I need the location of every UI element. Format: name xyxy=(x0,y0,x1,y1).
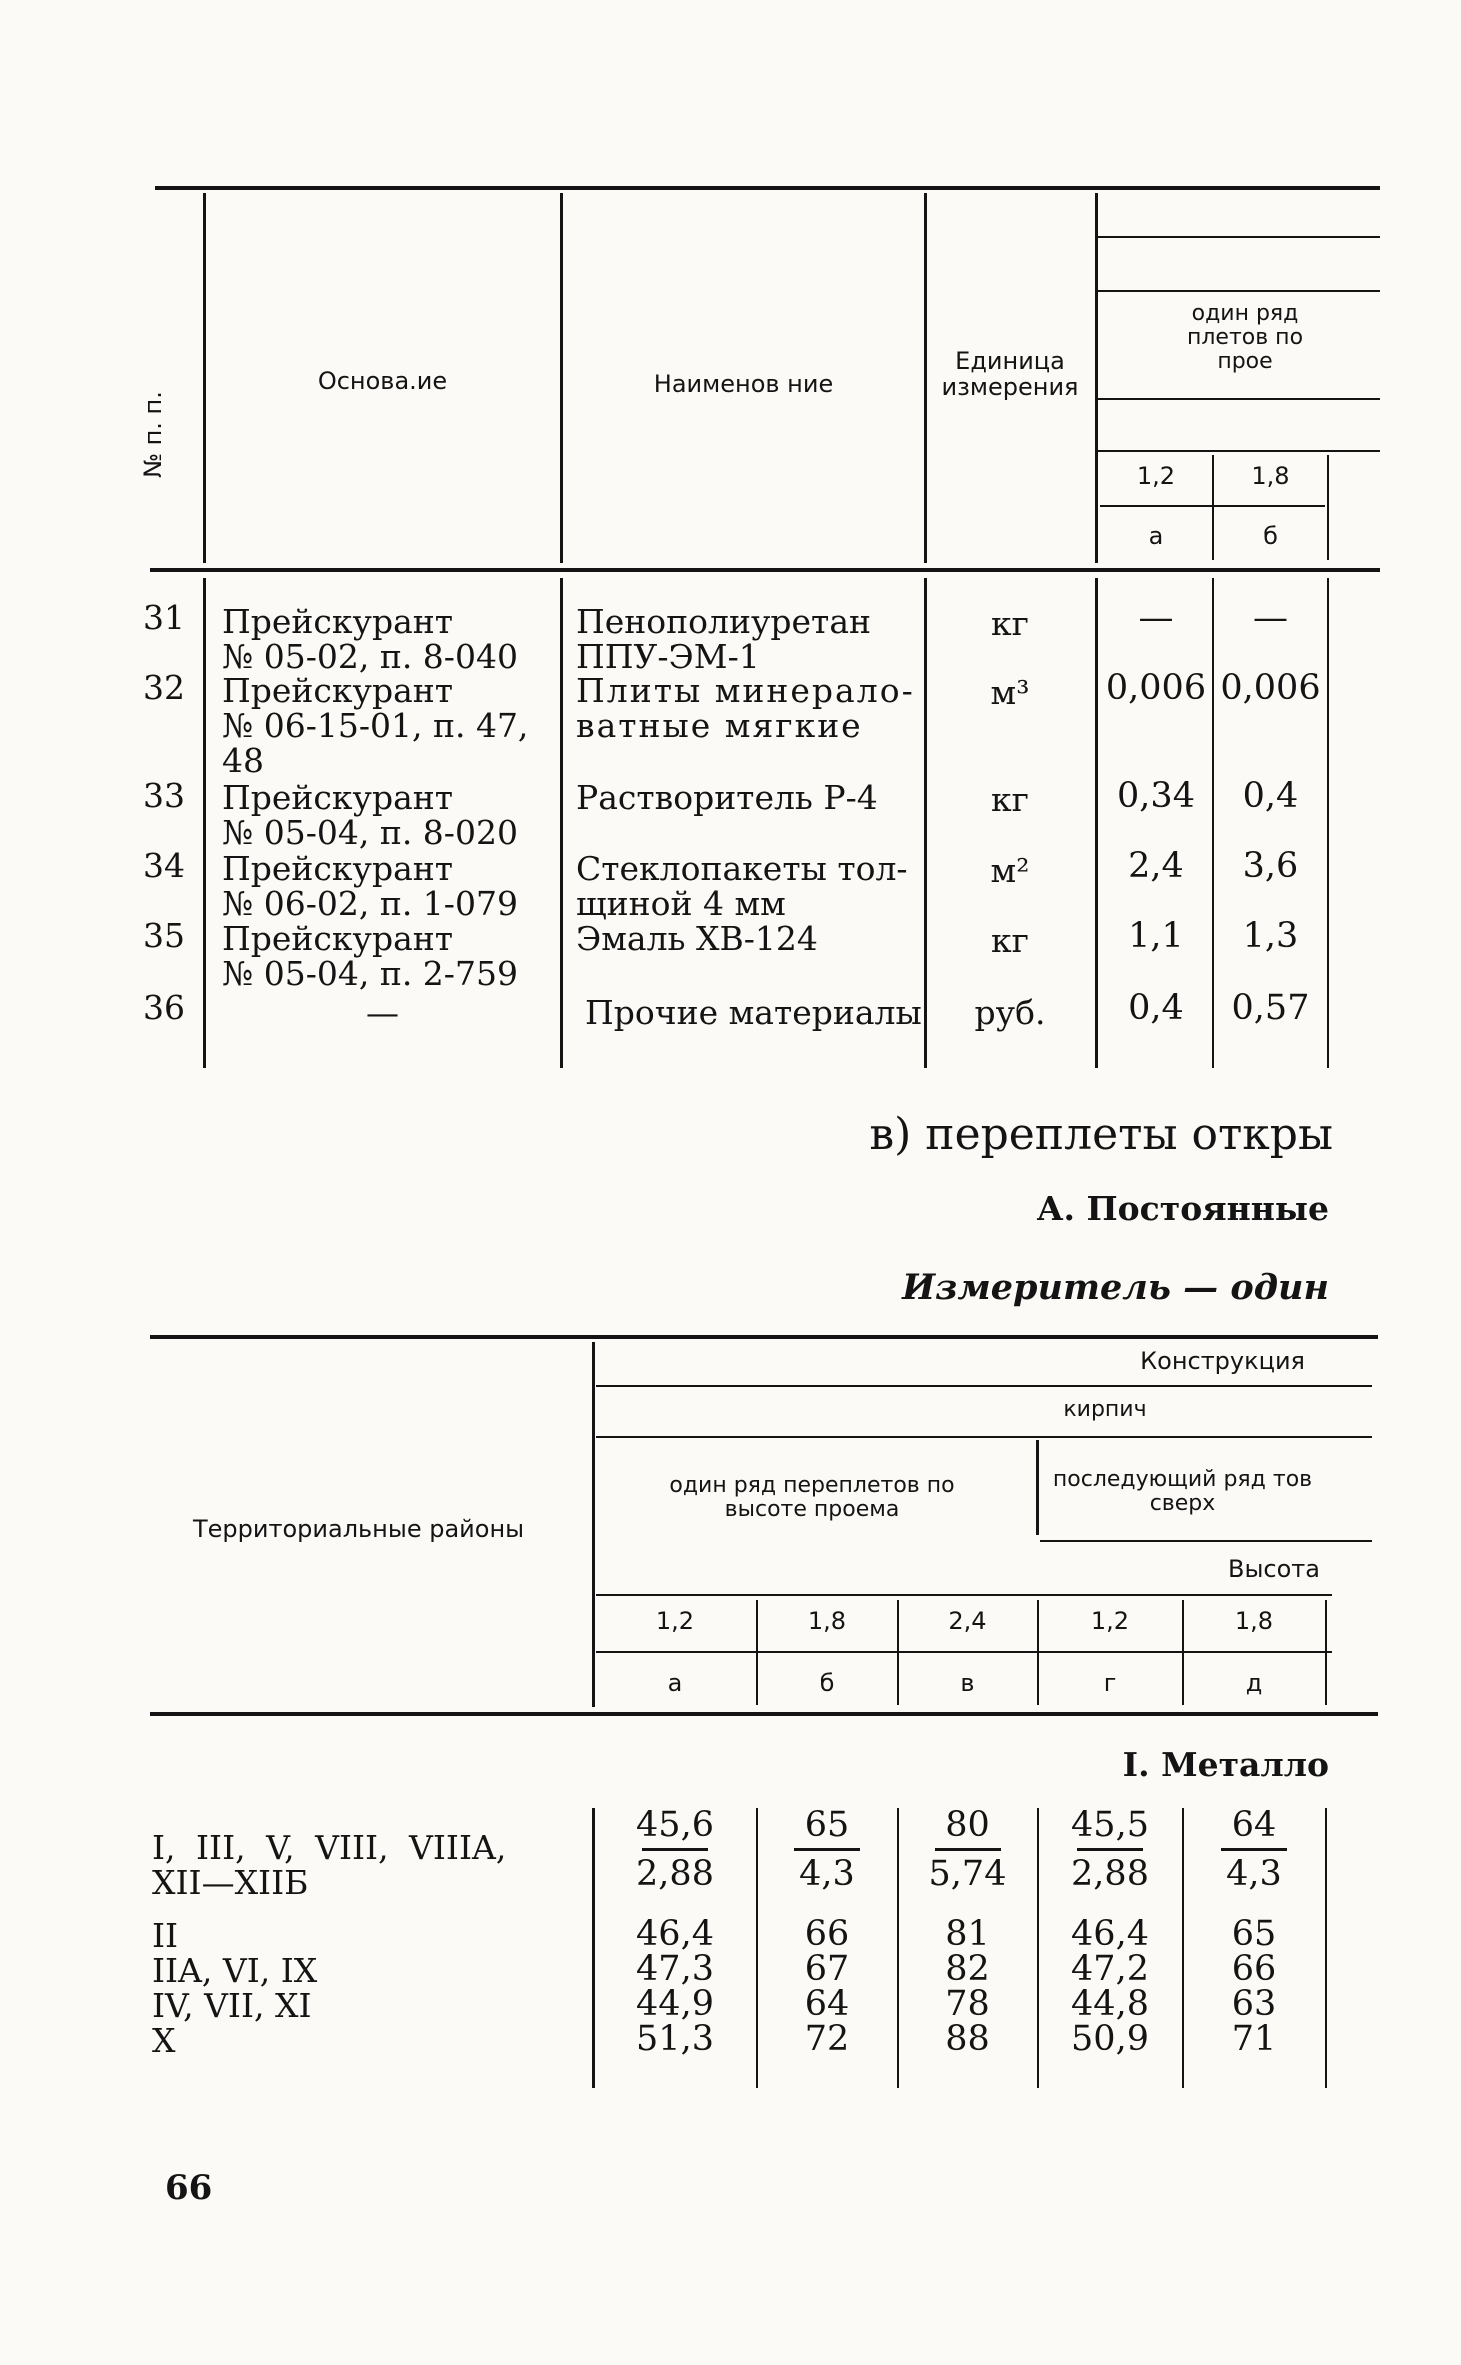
fraction-cell xyxy=(899,1806,1036,1893)
basis-line: № 05-04, п. 2-759 xyxy=(222,954,518,993)
row-number: 36 xyxy=(143,988,185,1027)
name-line: Эмаль ХВ-124 xyxy=(576,919,818,958)
group-1-header: один ряд переплетов по высоте проема xyxy=(669,1473,955,1522)
value-b: 0,006 xyxy=(1220,668,1321,708)
value-cell: 81 xyxy=(945,1914,990,1954)
construction-header: Конструкция xyxy=(1140,1347,1305,1375)
name-line: Стеклопакеты тол- xyxy=(576,849,908,888)
fraction-numerator: 45,5 xyxy=(1071,1805,1149,1845)
name-header: Наименов ние xyxy=(653,370,834,398)
group-header: один ряд плетов по прое xyxy=(1186,301,1304,374)
value-cell: 66 xyxy=(1231,1949,1277,1989)
basis-line: № 06-02, п. 1-079 xyxy=(222,884,518,923)
height-cell: 2,4 xyxy=(948,1607,987,1635)
name-line: Плиты минерало- xyxy=(576,671,915,710)
value-cell: 44,8 xyxy=(1071,1984,1149,2024)
unit-cell: кг xyxy=(991,780,1029,819)
height-2-header: 1,8 xyxy=(1251,462,1290,490)
value-cell: 47,2 xyxy=(1071,1949,1149,1989)
height-cell: 1,8 xyxy=(1234,1607,1274,1635)
value-a: 0,34 xyxy=(1117,776,1195,816)
meter-caption: Измеритель — один xyxy=(902,1267,1329,1308)
value-cell: 46,4 xyxy=(1071,1914,1149,1954)
height-1-header: 1,2 xyxy=(1136,462,1176,490)
value-a: 0,006 xyxy=(1105,668,1207,708)
basis-line: Прейскурант xyxy=(222,602,453,641)
region-label: IV, VII, XI xyxy=(152,1986,312,2025)
row-number-header: № п. п. xyxy=(139,391,167,478)
page-number: 66 xyxy=(165,2168,213,2208)
value-cell: 78 xyxy=(945,1984,990,2024)
fraction-denominator: 4,3 xyxy=(1226,1854,1282,1894)
value-b: 1,3 xyxy=(1242,916,1299,956)
fraction-denominator: 4,3 xyxy=(799,1854,855,1894)
value-cell: 44,9 xyxy=(636,1984,714,2024)
unit-cell: кг xyxy=(991,604,1029,643)
letter-cell: б xyxy=(819,1669,835,1697)
value-cell: 50,9 xyxy=(1071,2019,1149,2059)
region-label: XII—XIIБ xyxy=(152,1863,309,1902)
value-cell: 71 xyxy=(1231,2019,1277,2059)
fraction-numerator: 45,6 xyxy=(636,1805,714,1845)
table-section-title: I. Металло xyxy=(1122,1745,1329,1784)
fraction-numerator: 64 xyxy=(1231,1805,1277,1845)
fraction-numerator: 65 xyxy=(804,1805,850,1845)
value-b: 0,4 xyxy=(1242,776,1299,816)
value-cell: 64 xyxy=(804,1984,850,2024)
height-cell: 1,8 xyxy=(807,1607,847,1635)
section-heading: в) переплеты откры xyxy=(869,1109,1333,1160)
name-line: ватные мягкие xyxy=(576,706,863,745)
fraction-cell xyxy=(596,1806,754,1893)
value-cell: 72 xyxy=(804,2019,850,2059)
fraction-denominator: 5,74 xyxy=(928,1854,1007,1894)
row-number: 33 xyxy=(143,776,185,815)
basis-line: № 06-15-01, п. 47, xyxy=(222,706,529,745)
basis-line: Прейскурант xyxy=(222,919,453,958)
material-header: кирпич xyxy=(1063,1397,1147,1422)
value-cell: 46,4 xyxy=(636,1914,714,1954)
fraction-cell xyxy=(1184,1806,1324,1893)
fraction-denominator: 2,88 xyxy=(1071,1854,1149,1894)
row-number: 31 xyxy=(143,598,185,637)
value-cell: 51,3 xyxy=(636,2019,714,2059)
value-a: 2,4 xyxy=(1128,846,1184,886)
row-number: 34 xyxy=(143,846,185,885)
value-b: — xyxy=(1253,598,1288,638)
row-number: 35 xyxy=(143,916,185,955)
value-cell: 65 xyxy=(1231,1914,1277,1954)
letter-cell: а xyxy=(667,1669,683,1697)
value-cell: 47,3 xyxy=(636,1949,714,1989)
region-label: II xyxy=(152,1916,179,1955)
basis-line: Прейскурант xyxy=(222,849,453,888)
height-header: Высота xyxy=(1228,1555,1320,1583)
letter-cell: в xyxy=(960,1669,975,1697)
basis-line: — xyxy=(366,993,399,1032)
name-line: Прочие материалы xyxy=(585,993,922,1032)
letter-b-header: б xyxy=(1263,522,1278,550)
fraction-numerator: 80 xyxy=(945,1805,990,1845)
basis-line: Прейскурант xyxy=(222,778,453,817)
value-a: — xyxy=(1138,598,1174,638)
fraction-cell xyxy=(758,1806,896,1893)
value-cell: 66 xyxy=(804,1914,850,1954)
row-number: 32 xyxy=(143,668,185,707)
letter-cell: г xyxy=(1103,1669,1117,1697)
group-2-header: последующий ряд тов сверх xyxy=(1052,1467,1313,1516)
value-cell: 88 xyxy=(945,2019,990,2059)
unit-cell: м³ xyxy=(990,673,1030,712)
name-line: щиной 4 мм xyxy=(576,884,786,923)
fraction-cell xyxy=(1039,1806,1181,1893)
name-line: ППУ-ЭМ-1 xyxy=(576,637,760,676)
region-label: IIA, VI, IX xyxy=(152,1951,318,1990)
value-cell: 63 xyxy=(1231,1984,1277,2024)
name-line: Растворитель Р-4 xyxy=(576,778,878,817)
value-cell: 67 xyxy=(804,1949,850,1989)
region-label: I, III, V, VIII, VIIIA, xyxy=(152,1828,507,1867)
basis-line: № 05-04, п. 8-020 xyxy=(222,813,518,852)
height-cell: 1,2 xyxy=(655,1607,695,1635)
name-line: Пенополиуретан xyxy=(576,602,871,641)
value-b: 0,57 xyxy=(1231,988,1310,1028)
unit-cell: кг xyxy=(991,921,1029,960)
unit-cell: м² xyxy=(990,851,1030,890)
region-label: X xyxy=(152,2021,176,2060)
regions-header: Территориальные районы xyxy=(193,1515,525,1543)
letter-a-header: а xyxy=(1148,522,1164,550)
basis-line: № 05-02, п. 8-040 xyxy=(222,637,518,676)
unit-cell: руб. xyxy=(974,993,1046,1032)
value-cell: 82 xyxy=(945,1949,990,1989)
basis-line: 48 xyxy=(222,741,264,780)
letter-cell: д xyxy=(1245,1669,1263,1697)
value-a: 0,4 xyxy=(1128,988,1184,1028)
height-cell: 1,2 xyxy=(1090,1607,1130,1635)
section-subheading: А. Постоянные xyxy=(1036,1189,1329,1228)
value-a: 1,1 xyxy=(1128,916,1184,956)
value-b: 3,6 xyxy=(1242,846,1299,886)
unit-header: Единица измерения xyxy=(941,347,1079,401)
fraction-denominator: 2,88 xyxy=(636,1854,714,1894)
basis-line: Прейскурант xyxy=(222,671,453,710)
basis-header: Основа.ие xyxy=(317,367,448,395)
